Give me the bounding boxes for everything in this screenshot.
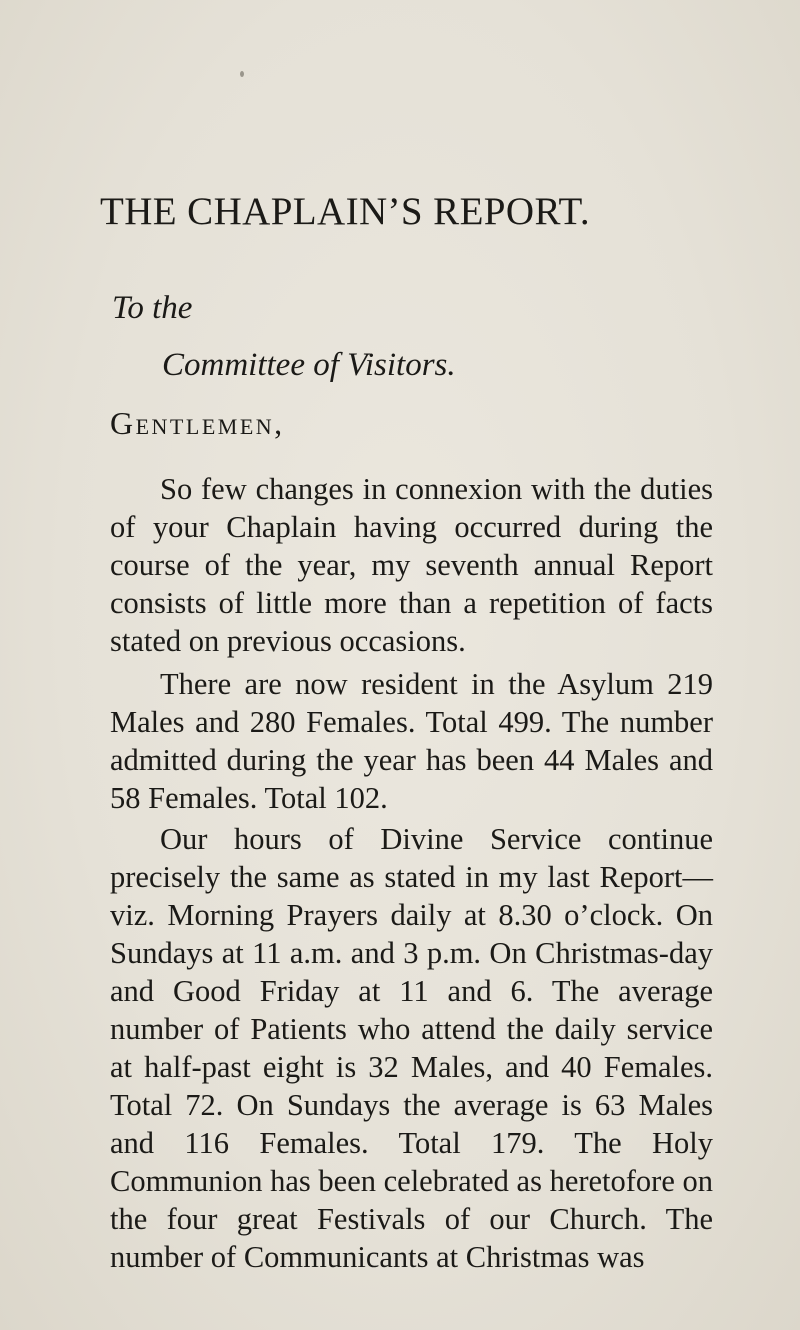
paragraph-2: There are now resident in the Asylum 219 Males and 280 Females. Total 499. The number admitted during the year has been 44 Males and 58 Females. Total 102.: [110, 667, 713, 815]
paragraph-1: So few changes in connexion with the duties of your Chaplain having occurred during the course of the year, my seventh annual Report consists of little more than a repetition of facts stated on previous occasions.: [110, 472, 713, 658]
report-title: THE CHAPLAIN’S REPORT.: [100, 190, 590, 233]
paragraph-3: Our hours of Divine Service continue precisely the same as stated in my last Report—viz. Morning Prayers daily at 8.30 o’clock. On Sundays at 11 a.m. and 3 p.m. On Christmas-day and Good Friday at 11 and 6. The average number of Patients who attend the daily service at half-past eight is 32 Males, and 40 Females. Total 72. On Sundays the average is 63 Males and 116 Females. Total 179. The Holy Communion has been celebrated as heretofore on the four great Festivals of our Church. The number of Communicants at Christmas was: [110, 822, 714, 1274]
salutation-line-2: Committee of Visitors.: [162, 347, 456, 383]
salutation-line-1: To the: [112, 290, 193, 326]
greeting: Gentlemen,: [110, 405, 285, 441]
paper-speck: [240, 71, 244, 77]
